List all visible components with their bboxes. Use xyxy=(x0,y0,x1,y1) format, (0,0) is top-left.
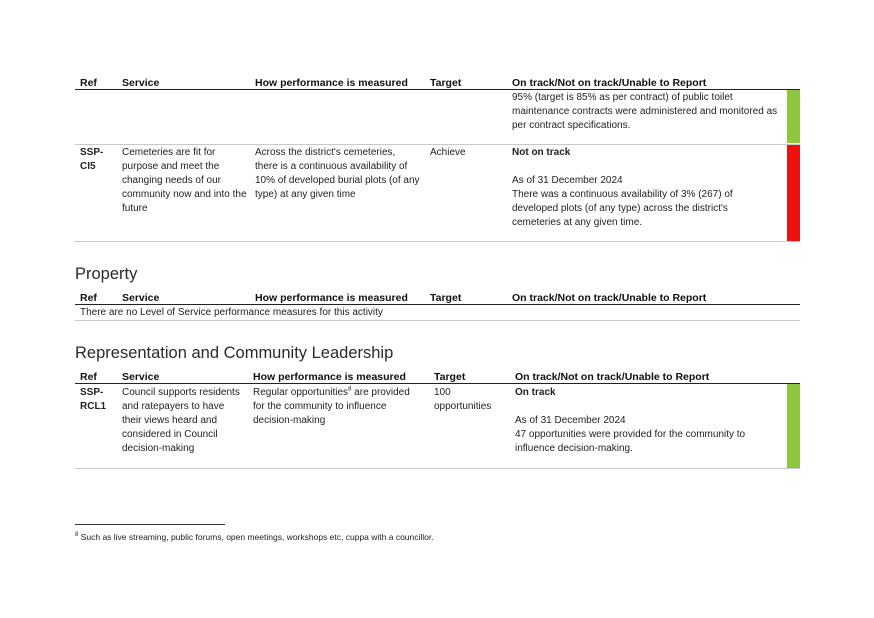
footnote-separator xyxy=(75,524,225,525)
row-measure: Regular opportunities$^8$ are provided for the community to influence decision-making xyxy=(253,386,410,426)
header-rule xyxy=(75,89,800,90)
section-title: Property xyxy=(75,265,138,283)
row-status: Not on track xyxy=(512,147,571,158)
row-result: 47 opportunities were provided for the community to influence decision-making. xyxy=(515,429,746,454)
header-measure: How performance is measured xyxy=(253,371,406,383)
header-rule xyxy=(75,383,800,384)
section-title: Representation and Community Leadership xyxy=(75,344,394,362)
table-bottom-rule xyxy=(75,320,800,321)
table-bottom-rule xyxy=(75,241,800,242)
header-target: Target xyxy=(430,292,462,304)
footnote-marker: 8 xyxy=(348,386,352,393)
row-status: On track xyxy=(515,387,556,398)
header-ref: Ref xyxy=(80,371,97,383)
row-result: There was a continuous availability of 3% (267) of developed plots (of any type) across the district's cemeteries at any given time. xyxy=(512,189,733,228)
status-indicator-red xyxy=(787,145,800,241)
row-ref: SSP-CI5 xyxy=(80,147,104,172)
footnote-number: 8 xyxy=(75,532,79,539)
header-status: On track/Not on track/Unable to Report xyxy=(512,292,707,304)
row-service: Cemeteries are fit for purpose and meet the changing needs of our community now and into the future xyxy=(122,147,247,214)
header-target: Target xyxy=(430,77,462,89)
row-target: Achieve xyxy=(430,147,466,158)
header-ref: Ref xyxy=(80,292,97,304)
row-ref: SSP-RCL1 xyxy=(80,387,107,412)
header-service: Service xyxy=(122,292,160,304)
header-service: Service xyxy=(122,77,160,89)
status-indicator-green xyxy=(787,90,800,143)
row-service: Council supports residents and ratepayers to have their views heard and considered in Council decision-making xyxy=(122,387,240,454)
header-ref: Ref xyxy=(80,77,97,89)
empty-note: There are no Level of Service performance measures for this activity xyxy=(80,307,383,318)
row-target: 100 opportunities xyxy=(434,387,492,412)
row-date: As of 31 December 2024 xyxy=(515,415,626,426)
header-status: On track/Not on track/Unable to Report xyxy=(515,371,710,383)
footnote xyxy=(75,532,434,542)
header-rule xyxy=(75,304,800,305)
header-measure: How performance is measured xyxy=(255,292,408,304)
row-measure: Across the district's cemeteries, there is a continuous availability of 10% of developed burial plots (of any type) at any given time xyxy=(255,147,420,200)
continued-row-result: 95% (target is 85% as per contract) of public toilet maintenance contracts were administered and monitored as per contract specifications. xyxy=(512,92,778,131)
status-indicator-green xyxy=(787,384,800,468)
header-measure: How performance is measured xyxy=(255,77,408,89)
header-target: Target xyxy=(434,371,466,383)
header-status: On track/Not on track/Unable to Report xyxy=(512,77,707,89)
row-date: As of 31 December 2024 xyxy=(512,175,623,186)
footnote-text: Such as live streaming, public forums, open meetings, workshops etc, cuppa with a councillor. xyxy=(78,532,434,542)
header-service: Service xyxy=(122,371,160,383)
row-divider xyxy=(75,144,800,145)
table-bottom-rule xyxy=(75,468,800,469)
